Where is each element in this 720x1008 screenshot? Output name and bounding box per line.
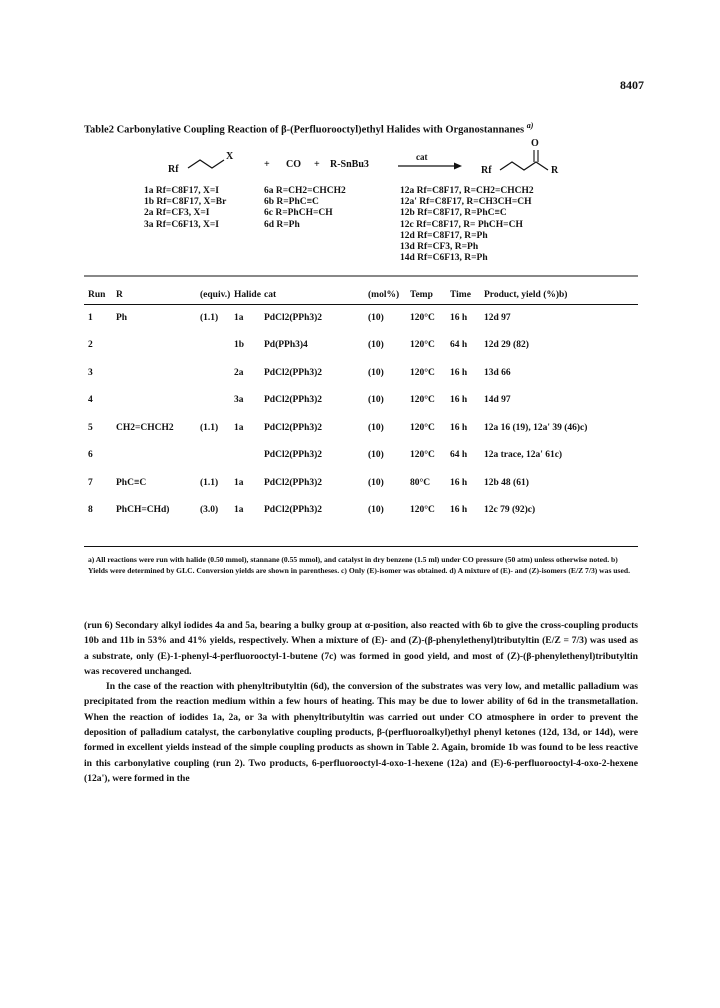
header-halide: Halide — [234, 290, 261, 300]
plus-sign-1: + — [264, 159, 270, 170]
run-number-cell: 4 — [88, 395, 93, 406]
table-row — [84, 304, 638, 332]
run-number-cell: 2 — [88, 340, 93, 351]
halide-cell: 3a — [234, 395, 244, 406]
r-group-cell: CH2=CHCH2 — [116, 422, 174, 433]
product-item: 12a Rf=C8F17, R=CH2=CHCH2 — [400, 186, 534, 196]
header-run: Run — [88, 290, 106, 300]
temperature-cell: 120°C — [410, 505, 435, 516]
page-number: 8407 — [620, 78, 644, 92]
catalyst-cell: PdCl2(PPh3)2 — [264, 505, 323, 516]
reaction-time-cell: 64 h — [450, 340, 468, 351]
halide-cell: 1a — [234, 422, 244, 433]
header-equiv: (equiv.) — [200, 290, 231, 300]
halide-item: 2a Rf=CF3, X=I — [144, 208, 210, 219]
r-group-cell — [116, 359, 200, 387]
equivalents-cell — [200, 442, 234, 470]
halide-item: 1a Rf=C8F17, X=I — [144, 186, 219, 196]
halide-item: 3a Rf=C6F13, X=I — [144, 219, 219, 230]
reaction-time-cell: 64 h — [450, 450, 468, 461]
product-item: 12a' Rf=C8F17, R=CH3CH=CH — [400, 197, 532, 208]
r-group-cell — [116, 387, 200, 415]
product-rf: Rf — [481, 165, 492, 176]
halide-item: 1b Rf=C8F17, X=Br — [144, 197, 227, 208]
equivalents-cell: (3.0) — [200, 505, 219, 516]
catalyst-cell: PdCl2(PPh3)2 — [264, 450, 323, 461]
table-row — [84, 442, 638, 470]
table-footnotes — [88, 555, 636, 576]
table-header-row — [84, 286, 638, 304]
equivalents-cell: (1.1) — [200, 477, 219, 488]
stannane-item: 6a R=CH2=CHCH2 — [264, 186, 346, 196]
product-item: 13d Rf=CF3, R=Ph — [400, 242, 479, 253]
table-header-rule — [84, 304, 638, 305]
reaction-time-cell: 16 h — [450, 422, 468, 433]
halide-cell: 1a — [234, 312, 244, 323]
temperature-cell: 120°C — [410, 395, 435, 406]
halide-cell: 2a — [234, 367, 244, 378]
run-number-cell: 3 — [88, 367, 93, 378]
temperature-cell: 120°C — [410, 422, 435, 433]
temperature-cell: 120°C — [410, 312, 435, 323]
reaction-time-cell: 16 h — [450, 477, 468, 488]
product-item: 14d Rf=C6F13, R=Ph — [400, 253, 488, 264]
run-number-cell: 6 — [88, 450, 93, 461]
footnote-text: a) All reactions were run with halide (0.50 mmol), stannane (0.55 mmol), and catalyst in dry benzene (1.5 ml) under CO pressure (50 atm) unless otherwise noted. b) Yields were determined by GLC. Conversion yields are shown in parentheses. c) Only (E)-isomer was obtained. d) A mixture of (E)- and (Z)-isomers (E/Z 7/3) was used. — [88, 555, 630, 575]
catalyst-cell: Pd(PPh3)4 — [264, 340, 308, 351]
r-group-cell: PhC≡C — [116, 477, 147, 488]
run-number-cell: 8 — [88, 505, 93, 516]
stannane-list — [264, 186, 346, 231]
catalyst-loading-cell: (10) — [368, 395, 384, 406]
table-row — [84, 387, 638, 415]
equivalents-cell — [200, 387, 234, 415]
reaction-time-cell: 16 h — [450, 395, 468, 406]
catalyst-loading-cell: (10) — [368, 505, 384, 516]
temperature-cell: 80°C — [410, 477, 431, 488]
catalyst-loading-cell: (10) — [368, 450, 384, 461]
halide-list — [144, 186, 226, 231]
product-yield-cell: 12a 16 (19), 12a' 39 (46)c) — [484, 422, 588, 433]
reaction-scheme — [84, 140, 654, 280]
catalyst-cell: PdCl2(PPh3)2 — [264, 422, 323, 433]
run-number-cell: 7 — [88, 477, 93, 488]
equivalents-cell — [200, 359, 234, 387]
product-yield-cell: 12a trace, 12a' 61c) — [484, 450, 563, 461]
reaction-time-cell: 16 h — [450, 312, 468, 323]
r-group-cell: Ph — [116, 312, 128, 323]
table-row — [84, 469, 638, 497]
reactant-x: X — [226, 151, 234, 162]
header-r: R — [116, 290, 123, 300]
header-time: Time — [450, 290, 471, 300]
body-text — [84, 618, 638, 786]
carbon-monoxide: CO — [286, 159, 301, 170]
halide-cell: 1a — [234, 505, 244, 516]
table-row — [84, 414, 638, 442]
body-paragraph: In the case of the reaction with phenyltributyltin (6d), the conversion of the substrates was very low, and metallic palladium was precipitated from the reaction medium within a few hours of heating. This may be due to lower ability of 6d in the transmetallation. When the reaction of iodides 1a, 2a, or 3a with phenyltributyltin was carried out under CO atmosphere in order to prevent the deposition of palladium catalyst, the carbonylative coupling products, β-(perfluoroalkyl)ethyl phenyl ketones (12d, 13d, or 14d), were formed in excellent yields instead of the simple coupling products as shown in Table 2. Again, bromide 1b was found to be less reactive in this carbonylative coupling (run 2). Two products, 6-perfluorooctyl-4-oxo-1-hexene (12a) and (E)-6-perfluorooctyl-4-oxo-2-hexene (12a'), were formed in the — [84, 681, 638, 784]
product-yield-cell: 13d 66 — [484, 367, 511, 378]
catalyst-loading-cell: (10) — [368, 422, 384, 433]
product-item: 12b Rf=C8F17, R=PhC≡C — [400, 208, 507, 219]
equivalents-cell — [200, 332, 234, 360]
product-yield-cell: 14d 97 — [484, 395, 511, 406]
body-paragraph: (run 6) Secondary alkyl iodides 4a and 5a, bearing a bulky group at α-position, also reacted with 6b to give the cross-coupling products 10b and 11b in 53% and 41% yields, respectively. When a mixture of (E)- and (Z)-(β-phenylethenyl)tributyltin (E/Z = 7/3) was used as a substrate, only (E)-1-phenyl-4-perfluorooctyl-1-butene (7c) was formed in good yield, and most of (Z)-(β-phenylethenyl)tributyltin was recovered unchanged. — [84, 620, 638, 677]
product-yield-cell: 12b 48 (61) — [484, 477, 529, 488]
caption-footnote-mark: a) — [526, 121, 534, 130]
product-chain — [500, 162, 548, 170]
results-table — [84, 286, 638, 524]
temperature-cell: 120°C — [410, 367, 435, 378]
catalyst-cell: PdCl2(PPh3)2 — [264, 312, 323, 323]
product-item: 12c Rf=C8F17, R= PhCH=CH — [400, 219, 523, 230]
reaction-time-cell: 16 h — [450, 367, 468, 378]
table-row — [84, 497, 638, 525]
product-item: 12d Rf=C8F17, R=Ph — [400, 230, 488, 241]
reactant-chain — [188, 160, 224, 168]
halide-cell — [234, 442, 264, 470]
r-group-cell — [116, 442, 200, 470]
table-caption — [84, 121, 533, 136]
stannane-item: 6b R=PhC≡C — [264, 197, 319, 208]
header-temp: Temp — [410, 290, 433, 300]
stannane-reagent: R-SnBu3 — [330, 159, 369, 170]
halide-cell: 1a — [234, 477, 244, 488]
product-yield-cell: 12d 97 — [484, 312, 511, 323]
r-group-cell — [116, 332, 200, 360]
product-yield-cell: 12d 29 (82) — [484, 340, 529, 351]
catalyst-loading-cell: (10) — [368, 477, 384, 488]
stannane-item: 6c R=PhCH=CH — [264, 208, 333, 219]
run-number-cell: 5 — [88, 422, 93, 433]
header-product: Product, yield (%)b) — [484, 290, 568, 300]
header-cat: cat — [264, 290, 277, 300]
product-oxygen: O — [531, 138, 539, 149]
plus-sign-2: + — [314, 159, 320, 170]
catalyst-cell: PdCl2(PPh3)2 — [264, 477, 323, 488]
reactant-rf: Rf — [168, 164, 179, 175]
equivalents-cell: (1.1) — [200, 422, 219, 433]
product-r: R — [551, 165, 559, 176]
arrow-label-cat: cat — [416, 152, 428, 162]
reaction-arrow-head — [454, 163, 462, 170]
r-group-cell: PhCH=CHd) — [116, 505, 170, 516]
catalyst-loading-cell: (10) — [368, 312, 384, 323]
halide-cell: 1b — [234, 340, 245, 351]
product-yield-cell: 12c 79 (92)c) — [484, 505, 536, 516]
catalyst-cell: PdCl2(PPh3)2 — [264, 367, 323, 378]
temperature-cell: 120°C — [410, 450, 435, 461]
temperature-cell: 120°C — [410, 340, 435, 351]
table-row — [84, 332, 638, 360]
catalyst-loading-cell: (10) — [368, 367, 384, 378]
header-mol: (mol%) — [368, 290, 400, 300]
equivalents-cell: (1.1) — [200, 312, 219, 323]
product-list — [400, 186, 534, 264]
run-number-cell: 1 — [88, 312, 93, 323]
table-bottom-rule — [84, 546, 638, 547]
caption-text: Table2 Carbonylative Coupling Reaction of β-(Perfluorooctyl)ethyl Halides with Organostannanes — [84, 124, 525, 136]
catalyst-cell: PdCl2(PPh3)2 — [264, 395, 323, 406]
catalyst-loading-cell: (10) — [368, 340, 384, 351]
table-row — [84, 359, 638, 387]
stannane-item: 6d R=Ph — [264, 219, 300, 230]
reaction-time-cell: 16 h — [450, 505, 468, 516]
